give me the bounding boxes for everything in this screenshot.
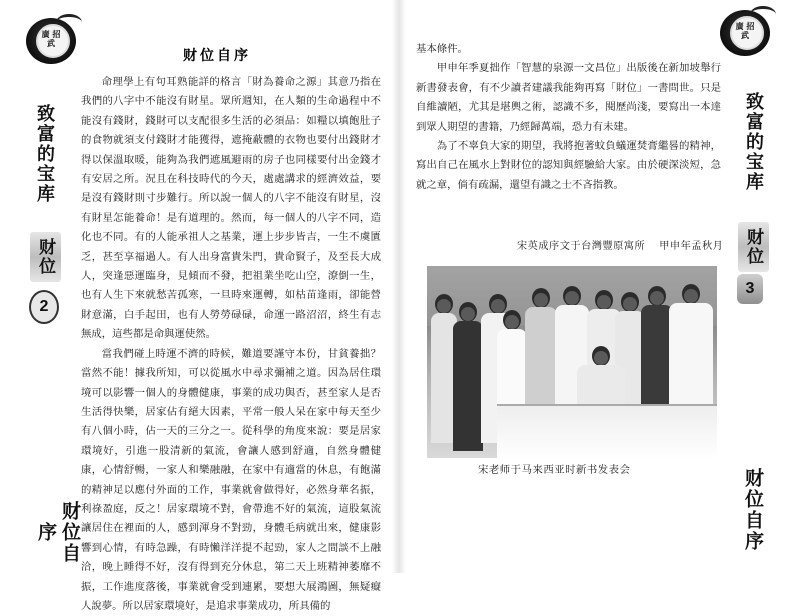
left-body-column <box>81 73 381 616</box>
logo-text: 廣 招 武 <box>41 29 61 48</box>
photo-caption: 宋老师于马来西亚时新书发表会 <box>478 464 631 476</box>
left-page-number: 2 <box>29 290 59 324</box>
page-title: 财位自序 <box>183 48 251 64</box>
photo-person <box>453 302 483 452</box>
right-paragraph-1: 基本條件。 <box>416 43 468 55</box>
signature-place: 宋英成序文于台灣豐原寓所 <box>517 241 646 252</box>
left-side-subtitle: 财位 <box>30 232 61 282</box>
left-side-title: 致富的宝库 <box>34 104 55 204</box>
right-side-bottom-label: 财位自序 <box>742 468 764 552</box>
right-body-column <box>416 40 721 195</box>
left-paragraph-2: 當我們碰上時運不濟的時候，難道要謹守本份，甘貧養拙？當然不能！據我所知，可以從風水中尋求彌補之道。因為居住環境可以影響一個人的身體健康，事業的成功與否，甚至家人是否生活得快樂，居家佔有絕大因素，平常一般人呆在家中每天至少有八個小時，佔一天的三分之一。從科學的角度來說：要是居家環境好，引進一股清新的氣流，會讓人感到舒適，自然身體健康，心情舒暢，一家人和樂融融，在家中有適當的休息，有飽滿的精神足以應付外面的工作，事業就會做得好，必然身華名振，利祿盈庭，反之！居家環境不對，會帶進不好的氣流，這股氣流讓居住在裡面的人，感到渾身不對勁，身體毛病就出來，健康影響到心情，有時急躁，有時懶洋洋提不起勁，家人之間談不上融洽，晚上睡得不好，沒有得到充分休息，第二天上班精神萎靡不振，工作進度落後，事業就會受到連累，要想大展鴻圖，無疑癡人說夢。所以居家環境好，是追求事業成功，所具備的 <box>81 347 381 612</box>
publisher-logo-right <box>716 6 774 60</box>
signature-date: 甲申年孟秋月 <box>659 241 724 252</box>
photo-table <box>497 404 717 458</box>
publisher-logo-left <box>22 14 80 68</box>
right-side-title: 致富的宝库 <box>743 92 764 192</box>
gutter-shadow <box>392 0 406 573</box>
right-side-subtitle: 财位 <box>738 222 769 272</box>
left-paragraph-1: 命理學上有句耳熟能詳的格言「財為養命之源」其意乃指在我們的八字中不能沒有財星。眾所週知，在人類的生命過程中不能沒有錢財，錢財可以支配很多生活的必須品：如糧以填飽肚子的食物就須支付錢財才能獲得，遮掩蔽體的衣物也要付出錢財才得以保溫取暖，能夠為我們遮風避雨的房子也同樣要付出金錢才有安居之所。況且在科技時代的今天，處處講求的經濟效益，要是沒有錢財則寸步難行。所以說一個人的八字不能沒有財星，沒有財星怎能養命！是有道理的。然而，每一個人的八字不同，造化也不同。有的人能承祖人之基業，運上步步皆吉，一生不虞匱乏，甚至享福過人。有人出身富貴朱門，貴命賢子，及至長大成人，突逢惡運臨身，見傾而不發，把祖業坐吃山空，潦倒一生，也有人生下來就愁苦孤寒，一旦時來運轉，如枯苗逢雨，卻能營財意滿，白手起田，也有人勞勞碌碌，命運一路沼沼，終生有志無成，這些都是命與運使然。 <box>81 76 381 341</box>
right-page-number: 3 <box>737 274 763 304</box>
logo-text: 廣 招 武 <box>735 21 755 40</box>
right-paragraph-3: 為了不辜負大家的期望，我將抱著蚊負蟻運焚膏繼晷的精神，寫出自己在風水上對財位的認知與經驗給大家。由於硬深淡短，急就之章，倘有疏漏，還望有識之士不吝指教。 <box>416 140 721 191</box>
book-launch-photo <box>427 266 717 458</box>
author-signature <box>517 237 723 252</box>
right-paragraph-2: 甲申年季夏拙作「智慧的泉源一文昌位」出版後在新加坡舉行新書發表會，有不少讀者建議我能夠再寫「財位」一書問世。只是自維讀陋，尤其是堪輿之術，認識不多，閱歷尚淺，要寫出一本達到眾人期望的書籍，乃經歸萬端，恐力有未建。 <box>416 62 721 133</box>
left-side-bottom-label: 财位自序 <box>35 501 81 564</box>
